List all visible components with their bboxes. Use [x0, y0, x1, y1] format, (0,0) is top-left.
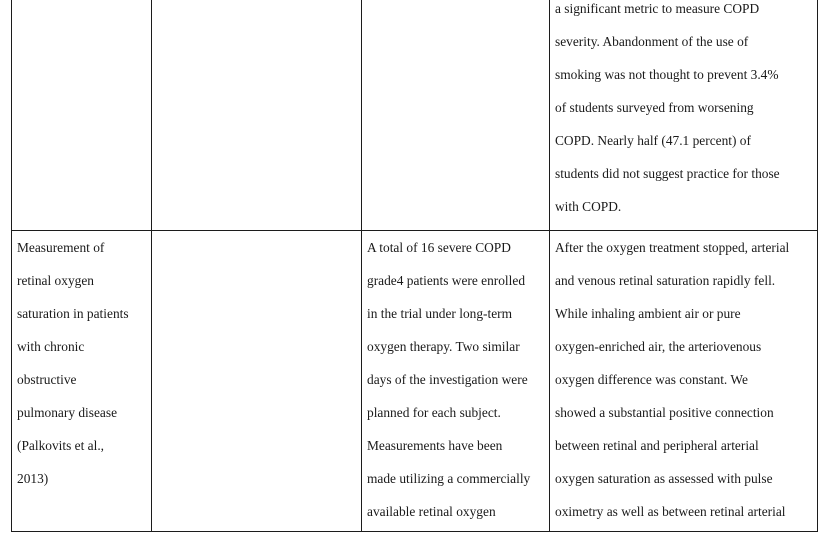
table-row — [12, 0, 818, 231]
aim-cell — [152, 231, 362, 532]
methods-cell — [362, 231, 550, 532]
methods-text: A total of 16 severe COPD grade4 patients were enrolled in the trial under long-term oxygen therapy. Two similar days of the investigation were planned for each subject. Measurements have been made utilizing a commercially available retinal oxygen — [367, 240, 531, 519]
table-row — [12, 231, 818, 532]
findings-text: After the oxygen treatment stopped, arterial and venous retinal saturation rapidly fell. While inhaling ambient air or pure oxygen-enriched air, the arteriovenous oxygen difference was constant. We showed a substantial positive connection between retinal and peripheral arterial oxygen saturation as assessed with pulse oximetry as well as between retinal arterial — [555, 240, 790, 519]
aim-cell — [152, 0, 362, 231]
literature-review-table — [11, 0, 818, 532]
findings-cell — [550, 231, 818, 532]
methods-cell — [362, 0, 550, 231]
findings-cell — [550, 0, 818, 231]
study-cell — [12, 0, 152, 231]
study-text: Measurement of retinal oxygen saturation in patients with chronic obstructive pulmonary disease (Palkovits et al., 2013) — [17, 240, 129, 486]
findings-text: a significant metric to measure COPD severity. Abandonment of the use of smoking was not thought to prevent 3.4% of students surveyed from worsening COPD. Nearly half (47.1 percent) of students did not suggest practice for those with COPD. — [555, 1, 780, 214]
study-cell — [12, 231, 152, 532]
